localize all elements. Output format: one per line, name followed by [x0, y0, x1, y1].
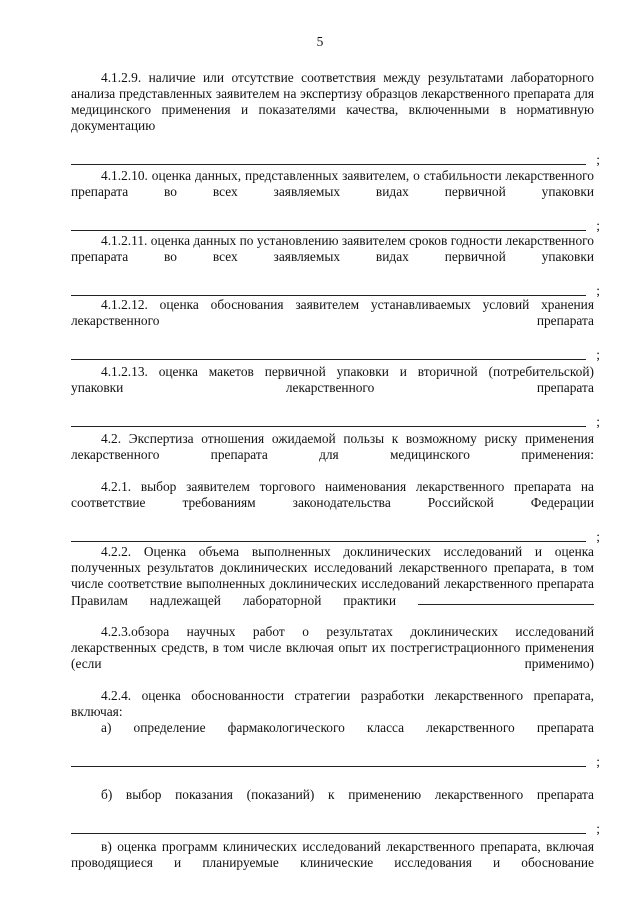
semicolon: ; [596, 347, 600, 362]
item-4-1-2-13 [71, 364, 600, 430]
item-4-2-2 [71, 544, 594, 625]
item-text: 4.2.3.обзора научных работ о результатах доклинических исследований лекарственных средств, в том числе включая опыт их пострегистрационного применения (если применимо) [71, 624, 594, 671]
item-text: в) оценка программ клинических исследований лекарственного препарата, включая проводящиеся и планируемые клинические исследования и обоснование [71, 839, 594, 870]
item-4-2-3 [71, 624, 594, 688]
item-4-1-2-10 [71, 168, 600, 234]
answer-line [71, 345, 600, 363]
item-text: 4.2.2. Оценка объема выполненных доклинических исследований и оценка полученных результатов доклинических исследований лекарственного препарата, в том числе соответствие выполненных доклинических исследований лекарственного препарата Правилам надлежащей лабораторной практики [71, 544, 594, 608]
item-4-1-2-12 [71, 297, 600, 363]
underline [71, 295, 586, 296]
semicolon: ; [596, 821, 600, 836]
item-text: 4.2.1. выбор заявителем торгового наименования лекарственного препарата на соответствие требованиям законодательства Российской Федерации [71, 479, 594, 510]
answer-line [71, 819, 600, 837]
item-4-2-1 [71, 479, 600, 545]
item-text: а) определение фармакологического класса лекарственного препарата [101, 720, 594, 735]
semicolon: ; [596, 754, 600, 769]
underline [71, 766, 586, 767]
item-text: 4.1.2.12. оценка обоснования заявителем устанавливаемых условий хранения лекарственного препарата [71, 297, 594, 328]
underline [71, 426, 586, 427]
item-text: 4.1.2.10. оценка данных, представленных заявителем, о стабильности лекарственного препарата во всех заявляемых видах первичной упаковки [71, 168, 594, 199]
underline [71, 833, 586, 834]
underline [71, 359, 586, 360]
item-text: 4.2.4. оценка обоснованности стратегии разработки лекарственного препарата, включая: [71, 688, 594, 719]
answer-line [71, 150, 600, 168]
item-text: б) выбор показания (показаний) к применению лекарственного препарата [101, 787, 594, 802]
item-text: 4.1.2.11. оценка данных по установлению заявителем сроков годности лекарственного препарата во всех заявляемых видах первичной упаковки [71, 233, 594, 264]
underline [71, 541, 586, 542]
item-text-wrap [71, 544, 594, 625]
item-4-2-4-a [71, 720, 600, 770]
item-4-1-2-9 [71, 70, 600, 168]
section-4-2 [71, 431, 594, 479]
answer-line [71, 752, 600, 770]
semicolon: ; [596, 414, 600, 429]
item-4-2-4-v [71, 839, 594, 887]
answer-line [71, 527, 600, 545]
answer-line [71, 412, 600, 430]
item-4-2-4-b [71, 787, 600, 837]
semicolon: ; [596, 529, 600, 544]
semicolon: ; [596, 283, 600, 298]
semicolon: ; [596, 152, 600, 167]
underline [71, 230, 586, 231]
answer-line [71, 216, 600, 234]
semicolon: ; [596, 218, 600, 233]
item-text: 4.1.2.9. наличие или отсутствие соответствия между результатами лабораторного анализа представленных заявителем на экспертизу образцов лекарственного препарата для медицинского применения и показателями качества, включенными в нормативную документацию [71, 70, 594, 133]
inline-underline [418, 592, 594, 605]
section-heading: 4.2. Экспертиза отношения ожидаемой пользы к возможному риску применения лекарственного препарата для медицинского применения: [71, 431, 594, 462]
item-text: 4.1.2.13. оценка макетов первичной упаковки и вторичной (потребительской) упаковки лекарственного препарата [71, 364, 594, 395]
item-4-1-2-11 [71, 233, 600, 299]
page-number: 5 [316, 34, 324, 49]
underline [71, 164, 586, 165]
